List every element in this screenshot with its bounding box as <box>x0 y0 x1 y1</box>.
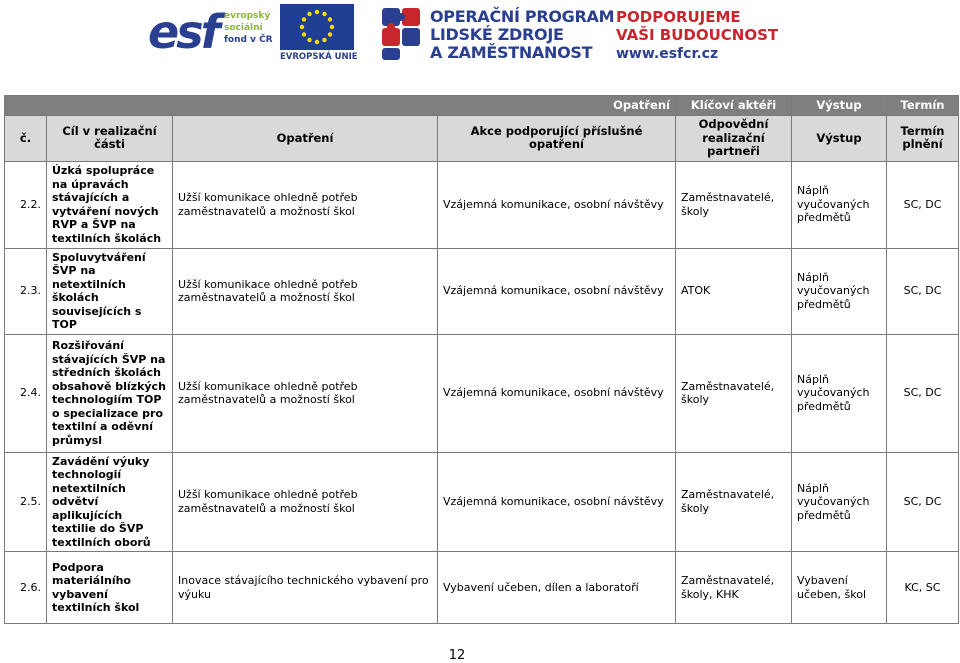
row-action: Vzájemná komunikace, osobní návštěvy <box>438 452 676 552</box>
esf-logo-subtitle <box>224 10 273 46</box>
op-line-3: A ZAMĚSTNANOST <box>430 43 593 62</box>
esf-line-1: evropský <box>224 11 271 21</box>
col-header-goal: Cíl v realizační části <box>47 116 173 162</box>
row-output: Vybavení učeben, škol <box>792 552 887 624</box>
row-number: 2.2. <box>5 161 47 248</box>
table-row <box>5 552 959 624</box>
table-row <box>5 161 959 248</box>
row-action: Vzájemná komunikace, osobní návštěvy <box>438 248 676 334</box>
row-measure: Inovace stávajícího technického vybavení pro výuku <box>173 552 438 624</box>
esf-line-3: fond v ČR <box>224 35 273 45</box>
row-partners: Zaměstnavatelé, školy <box>676 161 792 248</box>
row-goal: Spoluvytváření ŠVP na netextilních školách souvisejících s TOP <box>47 248 173 334</box>
row-action: Vzájemná komunikace, osobní návštěvy <box>438 334 676 452</box>
row-partners: ATOK <box>676 248 792 334</box>
esf-logo-text: esf <box>148 5 218 59</box>
row-term: SC, DC <box>887 248 959 334</box>
col-header-measure: Opatření <box>173 116 438 162</box>
table-row <box>5 248 959 334</box>
row-number: 2.4. <box>5 334 47 452</box>
pod-url: www.esfcr.cz <box>616 46 719 62</box>
podporujeme-logo <box>616 4 796 64</box>
puzzle-icon <box>378 4 426 64</box>
op-line-1: OPERAČNÍ PROGRAM <box>430 7 615 26</box>
row-measure: Užší komunikace ohledně potřeb zaměstnavatelů a možností škol <box>173 452 438 552</box>
row-term: SC, DC <box>887 161 959 248</box>
row-term: SC, DC <box>887 452 959 552</box>
row-term: SC, DC <box>887 334 959 452</box>
row-output: Náplň vyučovaných předmětů <box>792 248 887 334</box>
op-line-2: LIDSKÉ ZDROJE <box>430 25 564 44</box>
row-term: KC, SC <box>887 552 959 624</box>
col-header-output: Výstup <box>792 116 887 162</box>
table-row <box>5 334 959 452</box>
row-output: Náplň vyučovaných předmětů <box>792 161 887 248</box>
col-header-number: č. <box>5 116 47 162</box>
row-goal: Rozšiřování stávajících ŠVP na středních školách obsahově blízkých technologiím TOP o specializace pro textilní a oděvní průmysl <box>47 334 173 452</box>
row-goal: Zavádění výuky technologií netextilních odvětví aplikujících textilie do ŠVP textilních oborů <box>47 452 173 552</box>
col-header-action: Akce podporující příslušné opatření <box>438 116 676 162</box>
esf-line-2: sociální <box>224 23 263 33</box>
col-header-term: Termín plnění <box>887 116 959 162</box>
logo-header <box>148 4 788 64</box>
header-opatreni: Opatření <box>5 96 676 116</box>
op-lzz-logo <box>378 4 618 64</box>
row-output: Náplň vyučovaných předmětů <box>792 334 887 452</box>
row-measure: Užší komunikace ohledně potřeb zaměstnavatelů a možností škol <box>173 334 438 452</box>
col-header-partners: Odpovědní realizační partneři <box>676 116 792 162</box>
table-row <box>5 452 959 552</box>
row-number: 2.3. <box>5 248 47 334</box>
eu-label: EVROPSKÁ UNIE <box>280 52 358 62</box>
header-klicovi-akteri: Klíčoví aktéři <box>676 96 792 116</box>
table-column-header <box>5 116 959 162</box>
header-vystup: Výstup <box>792 96 887 116</box>
eu-flag-icon <box>280 4 354 50</box>
measures-table <box>4 95 959 624</box>
row-number: 2.5. <box>5 452 47 552</box>
esf-logo <box>148 4 273 62</box>
row-partners: Zaměstnavatelé, školy <box>676 334 792 452</box>
row-goal: Úzká spolupráce na úpravách stávajících a vytváření nových RVP a ŠVP na textilních školách <box>47 161 173 248</box>
row-measure: Užší komunikace ohledně potřeb zaměstnavatelů a možností škol <box>173 161 438 248</box>
row-number: 2.6. <box>5 552 47 624</box>
row-measure: Užší komunikace ohledně potřeb zaměstnavatelů a možností škol <box>173 248 438 334</box>
row-partners: Zaměstnavatelé, školy <box>676 452 792 552</box>
header-termin: Termín <box>887 96 959 116</box>
row-output: Náplň vyučovaných předmětů <box>792 452 887 552</box>
row-action: Vzájemná komunikace, osobní návštěvy <box>438 161 676 248</box>
eu-logo <box>280 4 358 62</box>
pod-line-1: PODPORUJEME <box>616 8 741 26</box>
row-action: Vybavení učeben, dílen a laboratoří <box>438 552 676 624</box>
page-number: 12 <box>448 648 466 663</box>
pod-line-2: VAŠI BUDOUCNOST <box>616 26 779 44</box>
row-goal: Podpora materiálního vybavení textilních škol <box>47 552 173 624</box>
row-partners: Zaměstnavatelé, školy, KHK <box>676 552 792 624</box>
table-top-header <box>5 96 959 116</box>
